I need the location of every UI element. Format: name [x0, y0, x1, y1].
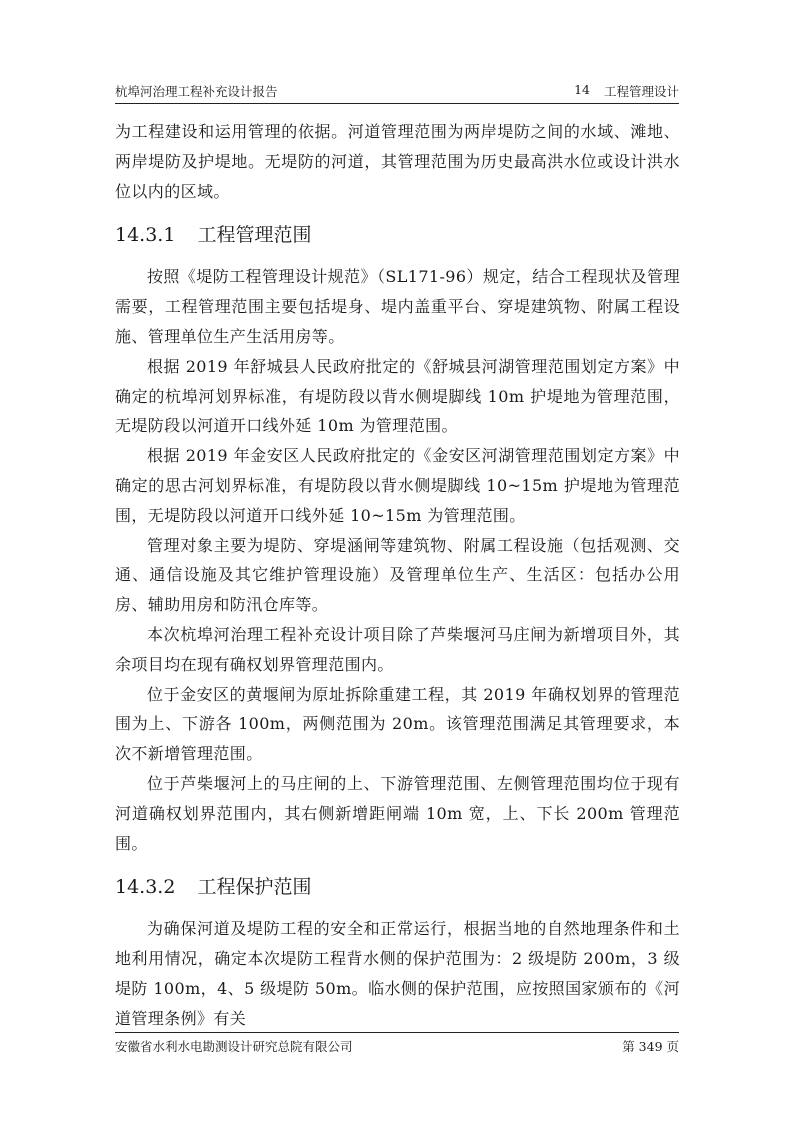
organization-name: 安徽省水利水电勘测设计研究总院有限公司	[115, 1039, 353, 1054]
paragraph: 根据 2019 年舒城县人民政府批定的《舒城县河湖管理范围划定方案》中确定的杭埠河划界标准，有堤防段以背水侧堤脚线 10m 护堤地为管理范围，无堤防段以河道开口线外延 10m 为管理范围。	[115, 356, 680, 436]
paragraph: 位于金安区的黄堰闸为原址拆除重建工程，其 2019 年确权划界的管理范围为上、下游各 100m，两侧范围为 20m。该管理范围满足其管理要求，本次不新增管理范围。	[115, 684, 680, 764]
section-number: 14.3.2	[115, 876, 176, 899]
section-number: 14.3.1	[115, 224, 176, 247]
chapter-number: 14	[574, 82, 590, 97]
paragraph: 管理对象主要为堤防、穿堤涵闸等建筑物、附属工程设施（包括观测、交通、通信设施及其它维护管理设施）及管理单位生产、生活区：包括办公用房、辅助用房和防汛仓库等。	[115, 535, 680, 615]
paragraph: 位于芦柴堰河上的马庄闸的上、下游管理范围、左侧管理范围均位于现有河道确权划界范围内，其右侧新增距闸端 10m 宽，上、下长 200m 管理范围。	[115, 773, 680, 853]
paragraph: 按照《堤防工程管理设计规范》（SL171-96）规定，结合工程现状及管理需要，工程管理范围主要包括堤身、堤内盖重平台、穿堤建筑物、附属工程设施、管理单位生产生活用房等。	[115, 267, 680, 346]
section-title: 工程保护范围	[197, 876, 312, 899]
paragraph: 为确保河道及堤防工程的安全和正常运行，根据当地的自然地理条件和土地利用情况，确定本次堤防工程背水侧的保护范围为：2 级堤防 200m，3 级堤防 100m，4、5 级堤防 50m。临水侧的保护范围，应按照国家颁布的《河道管理条例》有关	[115, 919, 680, 1028]
paragraph: 本次杭埠河治理工程补充设计项目除了芦柴堰河马庄闸为新增项目外，其余项目均在现有确权划界管理范围内。	[115, 624, 680, 674]
chapter-title: 工程管理设计	[603, 84, 679, 99]
report-title: 杭埠河治理工程补充设计报告	[115, 84, 278, 99]
page-body	[115, 117, 680, 1034]
section-heading-14-3-1	[115, 220, 680, 250]
paragraph: 根据 2019 年金安区人民政府批定的《金安区河湖管理范围划定方案》中确定的思古河划界标准，有堤防段以背水侧堤脚线 10~15m 护堤地为管理范围，无堤防段以河道开口线外延 10~15m 为管理范围。	[115, 446, 680, 525]
page-footer	[115, 1032, 679, 1055]
page-header	[115, 78, 679, 104]
chapter-label	[574, 82, 679, 100]
intro-paragraph: 为工程建设和运用管理的依据。河道管理范围为两岸堤防之间的水域、滩地、两岸堤防及护堤地。无堤防的河道，其管理范围为历史最高洪水位或设计洪水位以内的区域。	[115, 122, 680, 201]
page-number: 第 349 页	[622, 1039, 679, 1054]
section-heading-14-3-2	[115, 872, 680, 902]
section-title: 工程管理范围	[197, 224, 312, 247]
